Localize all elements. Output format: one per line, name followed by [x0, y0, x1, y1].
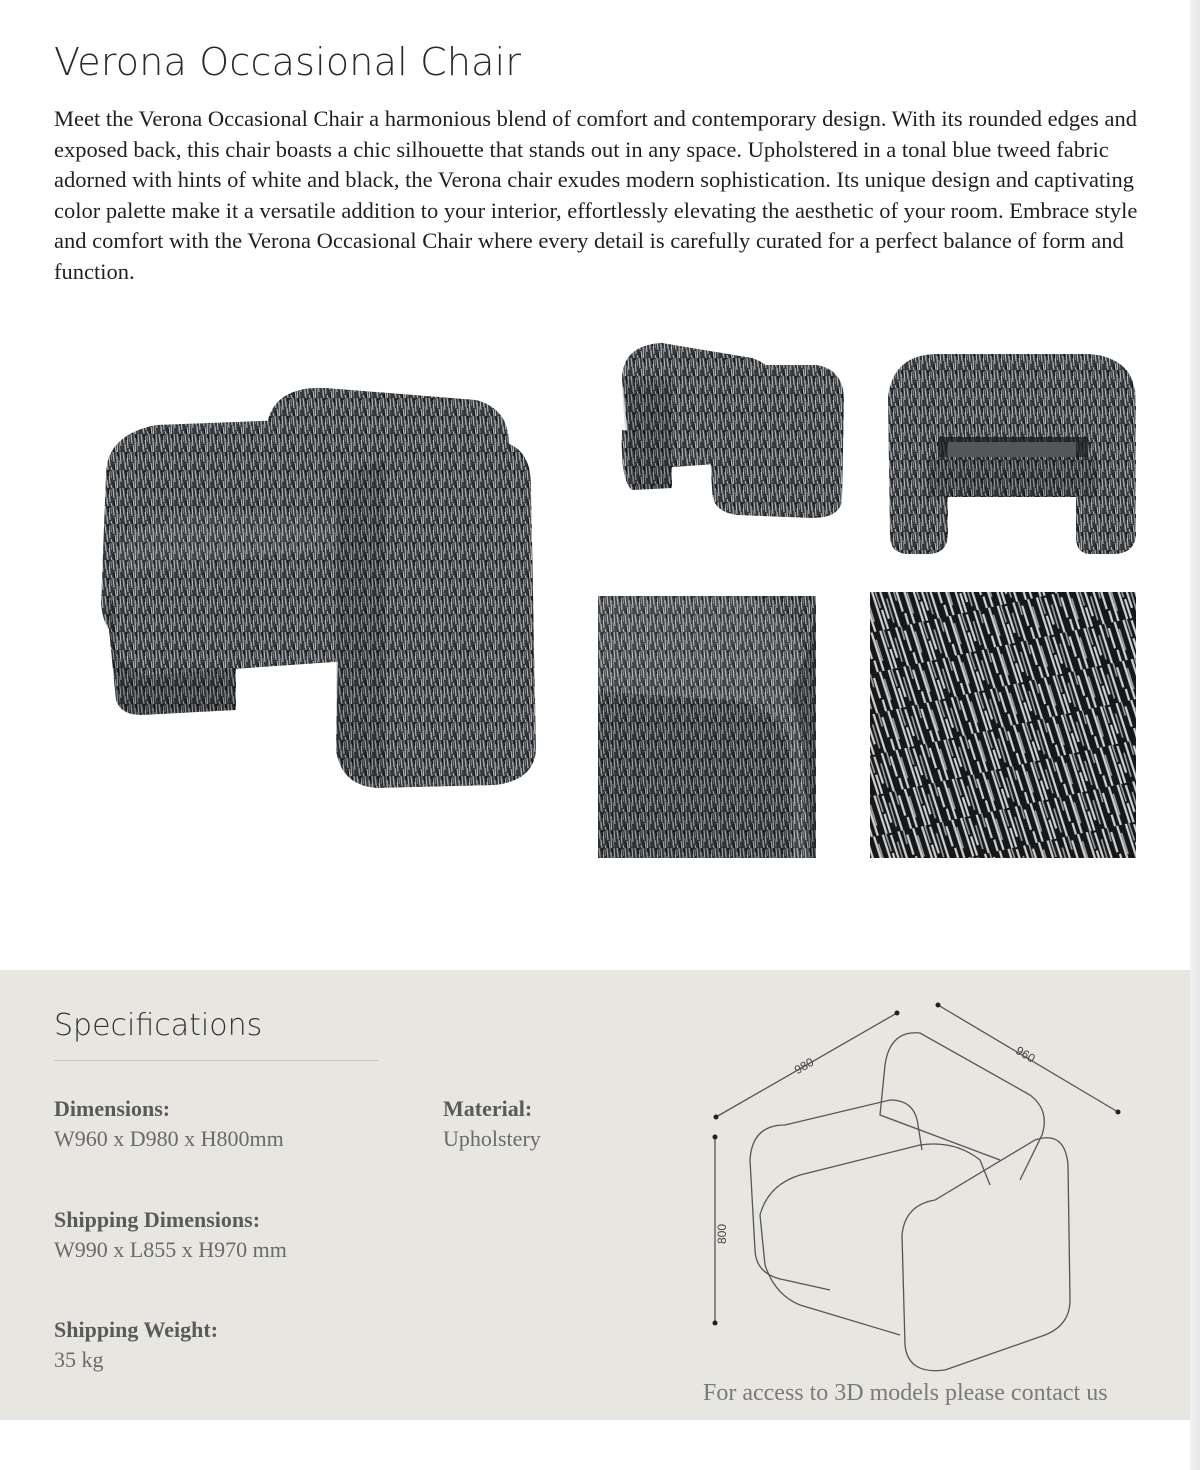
chair-front-photo [888, 352, 1138, 557]
arm-closeup-photo [598, 596, 816, 858]
spec-shipping-weight-value: 35 kg [54, 1347, 104, 1372]
depth-dimension-label: 980 [791, 1054, 817, 1078]
spec-shipping-dimensions-value: W990 x L855 x H970 mm [54, 1237, 287, 1262]
spec-shipping-weight-label: Shipping Weight: [54, 1317, 219, 1342]
specifications-heading: Specifications [54, 1008, 263, 1043]
spec-dimensions [54, 1094, 284, 1154]
spec-material-label: Material: [443, 1096, 533, 1121]
product-title: Verona Occasional Chair [54, 40, 522, 84]
chair-main-photo [86, 380, 556, 800]
contact-note: For access to 3D models please contact us [703, 1380, 1108, 1406]
height-dimension-label: 800 [715, 1223, 729, 1244]
page-edge-shadow [1190, 0, 1200, 1470]
spec-dimensions-value: W960 x D980 x H800mm [54, 1126, 284, 1151]
product-description: Meet the Verona Occasional Chair a harmonious blend of comfort and contemporary design. With its rounded edges and exposed back, this chair boasts a chic silhouette that stands out in any space. Upholstered in a tonal blue tweed fabric adorned with hints of white and black, the Verona chair exudes modern sophistication. Its unique design and captivating color palette make it a versatile addition to your interior, effortlessly elevating the aesthetic of your room. Embrace style and comfort with the Verona Occasional Chair where every detail is carefully curated for a perfect balance of form and function. [54, 106, 1138, 284]
fabric-texture-photo [870, 592, 1136, 858]
spec-shipping-weight [54, 1315, 218, 1375]
specifications-divider [54, 1060, 379, 1061]
spec-material-value: Upholstery [443, 1126, 541, 1151]
chair-back-photo [612, 340, 852, 520]
spec-dimensions-label: Dimensions: [54, 1096, 171, 1121]
chair-line-drawing [690, 1000, 1140, 1380]
spec-material [443, 1094, 541, 1154]
spec-shipping-dimensions-label: Shipping Dimensions: [54, 1207, 261, 1232]
spec-shipping-dimensions [54, 1205, 287, 1265]
width-dimension-label: 960 [1013, 1043, 1038, 1066]
drawing-arm-outline [902, 1138, 1070, 1371]
